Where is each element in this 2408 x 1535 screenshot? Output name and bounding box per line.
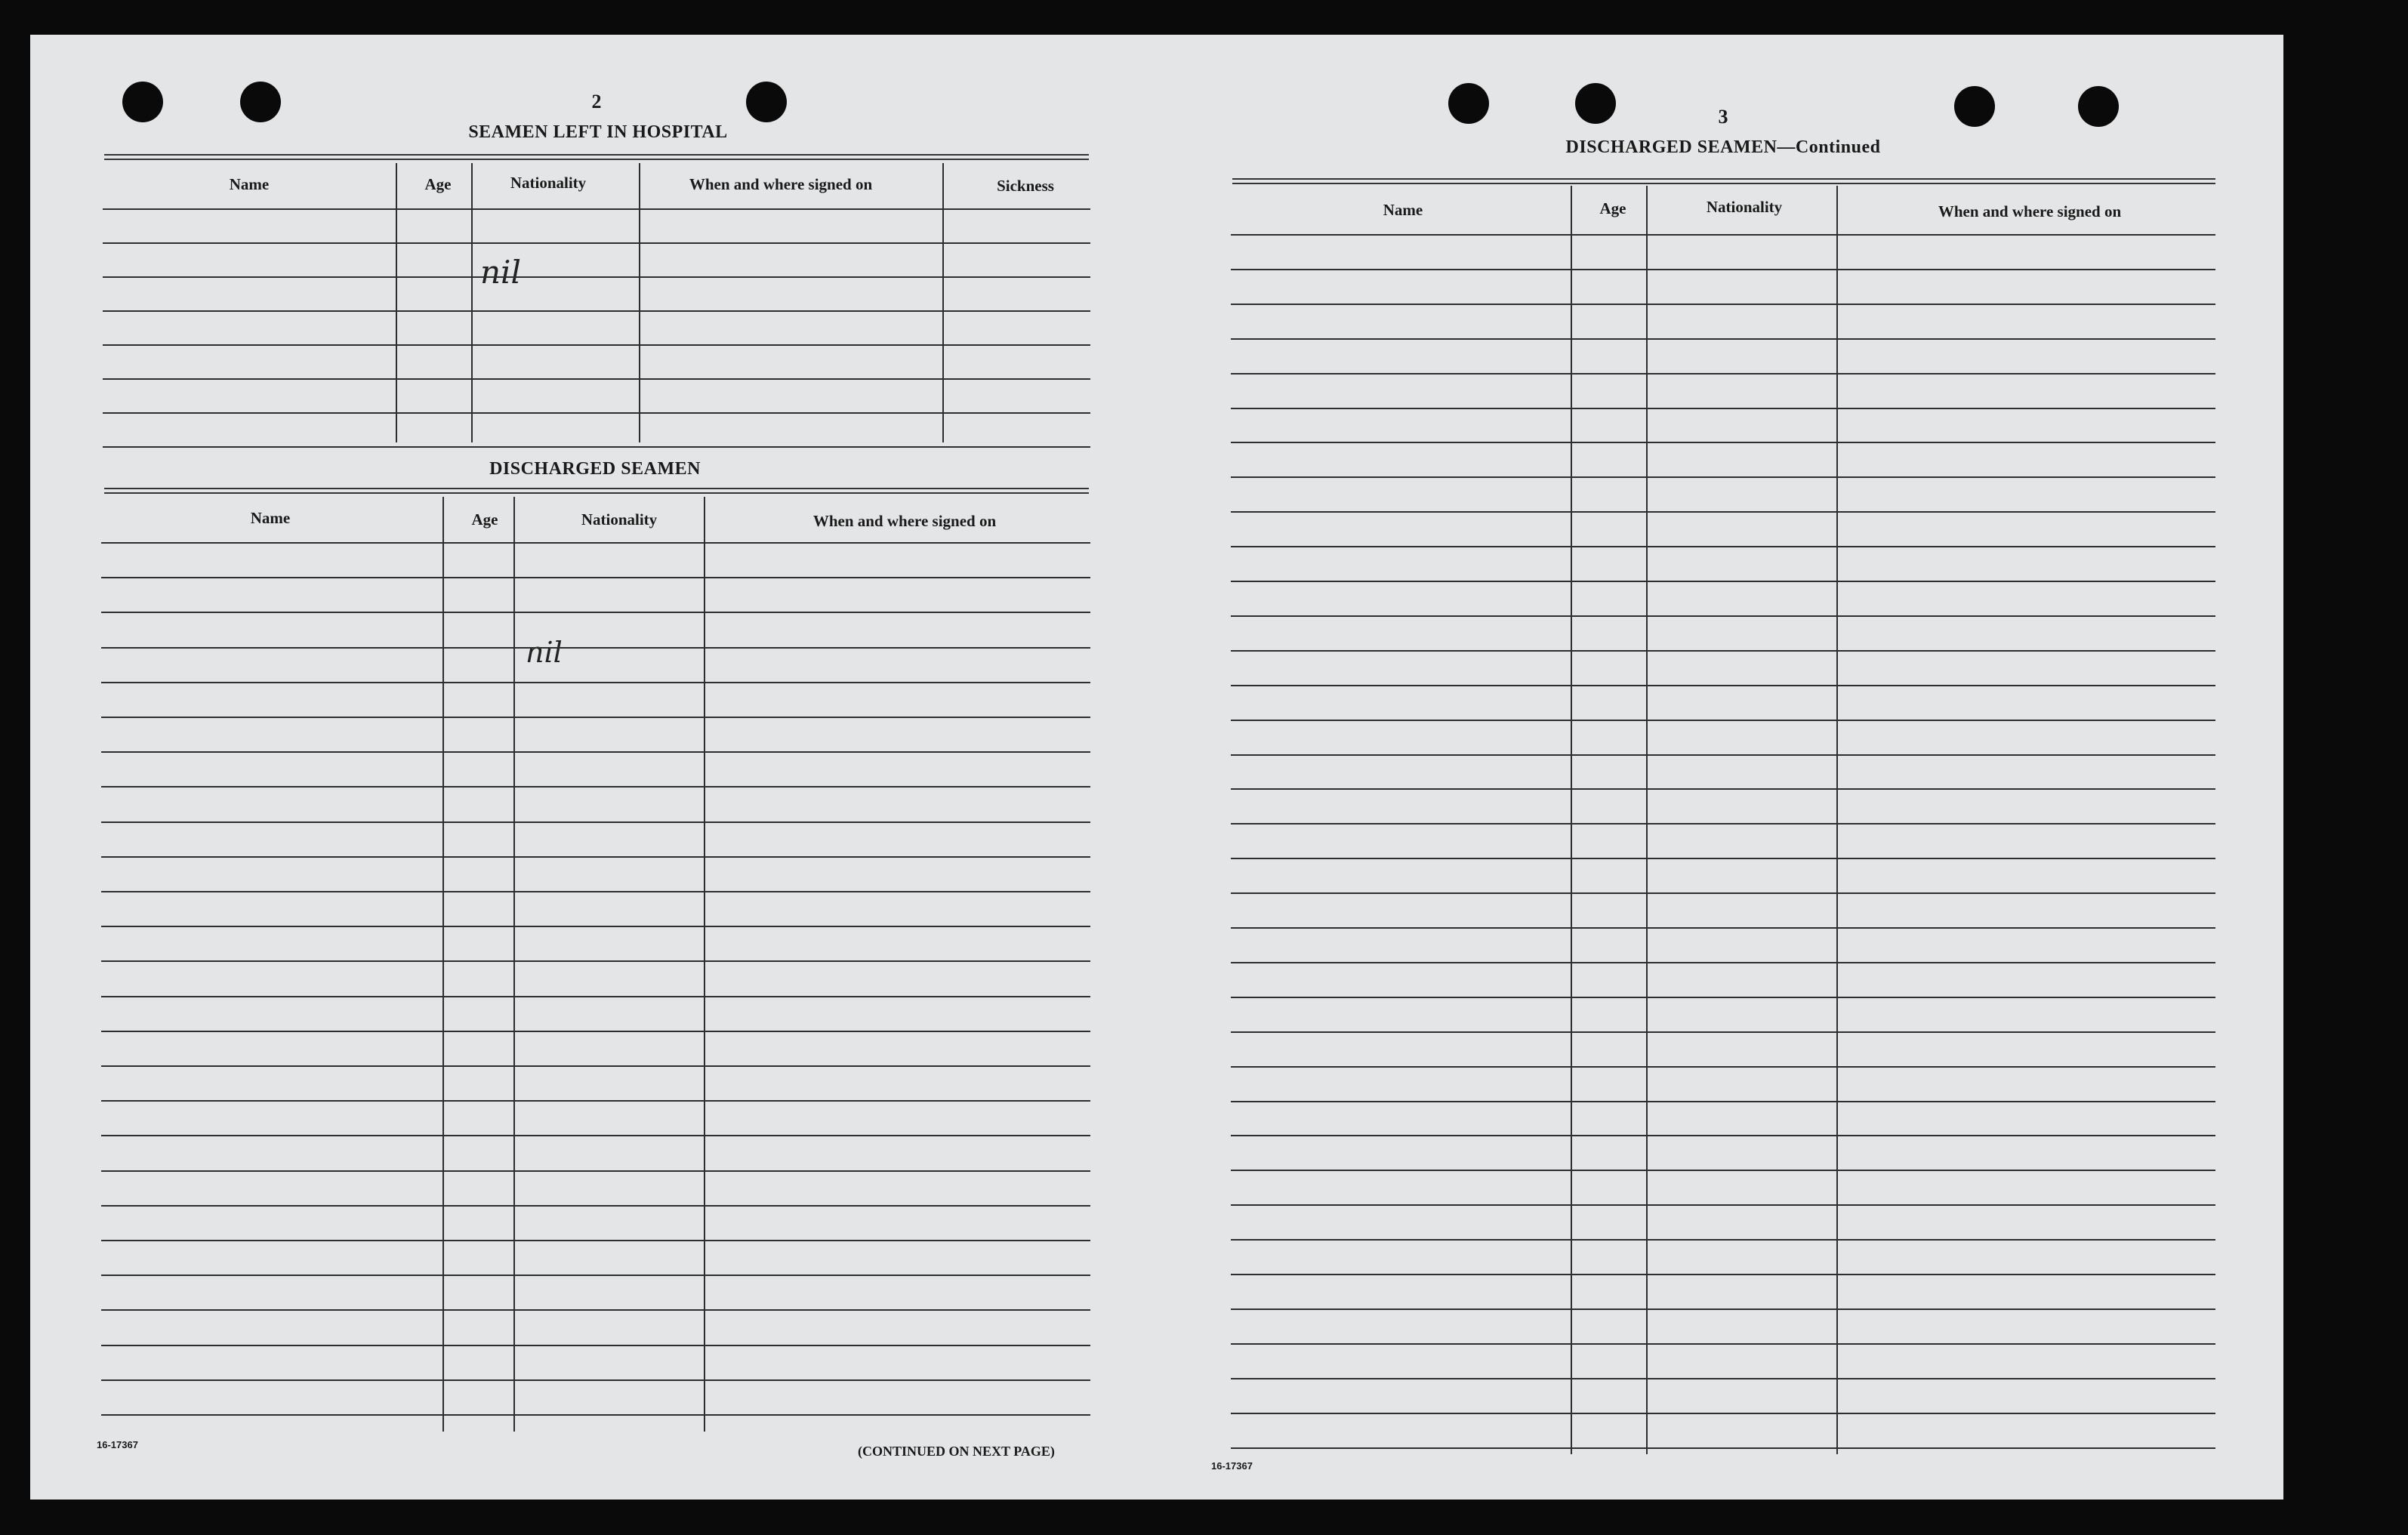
row-rule — [101, 1031, 1090, 1032]
punch-hole — [1448, 83, 1489, 124]
row-rule — [1231, 615, 2215, 617]
column-rule — [442, 497, 444, 1432]
row-rule — [1231, 823, 2215, 825]
row-rule — [1231, 1274, 2215, 1275]
column-header-name: Name — [250, 509, 291, 527]
column-header-age: Age — [471, 510, 498, 529]
handwritten-nil: nil — [480, 254, 521, 291]
hospital-section-title: SEAMEN LEFT IN HOSPITAL — [468, 122, 728, 142]
row-rule — [101, 1414, 1090, 1416]
row-rule — [101, 1379, 1090, 1381]
row-rule — [101, 996, 1090, 997]
row-rule — [103, 446, 1090, 448]
discharged-title-rule — [104, 488, 1089, 494]
row-rule — [1231, 269, 2215, 270]
handwritten-nil: nil — [526, 636, 563, 669]
column-rule — [1836, 186, 1838, 1454]
column-rule — [1646, 186, 1648, 1454]
row-rule — [1231, 1413, 2215, 1414]
column-header-signed-on: When and where signed on — [1938, 202, 2122, 220]
row-rule — [1231, 373, 2215, 375]
row-rule — [1231, 858, 2215, 859]
column-header-name: Name — [229, 175, 270, 193]
row-rule — [101, 577, 1090, 578]
column-header-nationality: Nationality — [510, 174, 587, 192]
row-rule — [101, 821, 1090, 823]
row-rule — [101, 612, 1090, 613]
row-rule — [101, 1240, 1090, 1241]
row-rule — [1231, 754, 2215, 756]
row-rule — [1231, 1170, 2215, 1171]
row-rule — [1231, 962, 2215, 963]
row-rule — [1231, 1378, 2215, 1379]
row-rule — [1231, 1204, 2215, 1206]
row-rule — [1231, 927, 2215, 929]
row-rule — [101, 1135, 1090, 1136]
row-rule — [101, 682, 1090, 683]
row-rule — [1231, 511, 2215, 513]
column-rule — [513, 497, 515, 1432]
row-rule — [1231, 408, 2215, 409]
column-rule — [704, 497, 705, 1432]
column-rule — [639, 163, 640, 442]
row-rule — [101, 647, 1090, 649]
row-rule — [101, 1275, 1090, 1276]
column-rule — [942, 163, 944, 442]
row-rule — [101, 717, 1090, 718]
column-rule — [396, 163, 397, 442]
page-number: 3 — [1718, 106, 1728, 128]
punch-hole — [2078, 86, 2119, 127]
row-rule — [101, 1065, 1090, 1067]
row-rule — [1231, 788, 2215, 790]
row-rule — [101, 891, 1090, 892]
discharged-continued-title: DISCHARGED SEAMEN—Continued — [1565, 137, 1881, 157]
column-header-age: Age — [1599, 199, 1626, 217]
row-rule — [1231, 1031, 2215, 1033]
column-header-sickness: Sickness — [997, 177, 1054, 195]
row-rule — [1231, 338, 2215, 340]
column-header-name: Name — [1383, 201, 1423, 219]
column-header-signed-on: When and where signed on — [812, 512, 997, 530]
punch-hole — [1575, 83, 1616, 124]
continued-title-rule — [1232, 178, 2215, 184]
row-rule — [1231, 720, 2215, 721]
row-rule — [101, 751, 1090, 753]
row-rule — [1231, 997, 2215, 998]
column-header-age: Age — [424, 175, 452, 193]
row-rule — [1231, 1308, 2215, 1310]
row-rule — [1231, 546, 2215, 547]
row-rule — [1231, 1066, 2215, 1068]
row-rule — [101, 960, 1090, 962]
row-rule — [1231, 1343, 2215, 1345]
row-rule — [1231, 1239, 2215, 1241]
row-rule — [1231, 1135, 2215, 1136]
column-rule — [471, 163, 473, 442]
column-rule — [1571, 186, 1572, 1454]
form-number: 16-17367 — [97, 1439, 138, 1450]
row-rule — [101, 926, 1090, 927]
row-rule — [101, 1100, 1090, 1102]
continued-note: (CONTINUED ON NEXT PAGE) — [858, 1444, 1055, 1459]
row-rule — [1231, 476, 2215, 478]
punch-hole — [240, 82, 281, 122]
row-rule — [101, 1170, 1090, 1172]
page-number: 2 — [591, 91, 602, 113]
row-rule — [101, 786, 1090, 788]
row-rule — [1231, 304, 2215, 305]
row-rule — [101, 1309, 1090, 1311]
row-rule — [1231, 581, 2215, 582]
row-rule — [1231, 1101, 2215, 1102]
column-header-signed-on: When and where signed on — [689, 175, 873, 193]
row-rule — [1231, 685, 2215, 686]
row-rule — [1231, 442, 2215, 443]
row-rule — [101, 1345, 1090, 1346]
form-number: 16-17367 — [1211, 1460, 1253, 1472]
row-rule — [1231, 650, 2215, 652]
row-rule — [1231, 892, 2215, 894]
row-rule — [101, 856, 1090, 858]
column-header-nationality: Nationality — [1706, 198, 1783, 216]
punch-hole — [122, 82, 163, 122]
punch-hole — [1954, 86, 1995, 127]
row-rule — [101, 542, 1090, 544]
record-sheet — [30, 35, 2283, 1500]
discharged-section-title: DISCHARGED SEAMEN — [489, 459, 701, 479]
row-rule — [1231, 1447, 2215, 1449]
punch-hole — [746, 82, 787, 122]
row-rule — [1231, 234, 2215, 236]
row-rule — [101, 1205, 1090, 1207]
hospital-title-rule — [104, 154, 1089, 160]
column-header-nationality: Nationality — [581, 510, 658, 529]
